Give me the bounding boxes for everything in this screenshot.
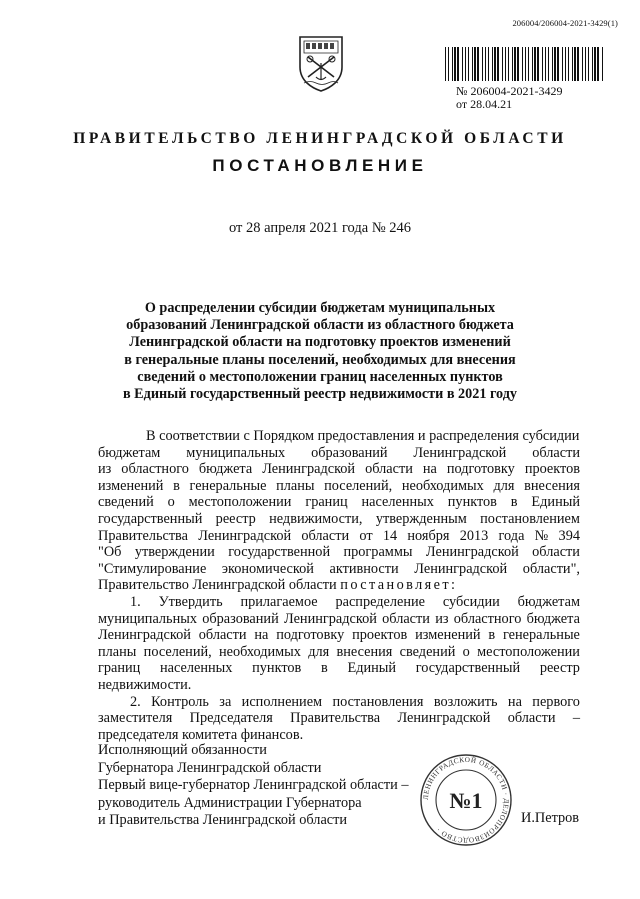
word: сведений: [399, 643, 456, 660]
word: муниципальных: [98, 610, 197, 627]
title-line: в Единый государственный реестр недвижимости в 2021 году: [122, 386, 518, 403]
word: области: [198, 627, 247, 644]
title-line: в генеральные планы поселений, необходимых для внесения: [124, 351, 516, 368]
document-type: ПОСТАНОВЛЕНИЕ: [212, 156, 428, 175]
body-line: [98, 445, 580, 462]
stamp-ring-text: ЛЕНИНГРАДСКОЙ ОБЛАСТИ · ДЕЛОПРОИЗВОДСТВО ·: [421, 755, 511, 845]
barcode-bar: [472, 47, 473, 81]
word: на: [507, 693, 522, 710]
word: для: [308, 643, 330, 660]
barcode-bar: [482, 47, 483, 81]
date-and-number: от 28 апреля 2021 года № 246: [228, 220, 412, 236]
word: изменений: [98, 477, 164, 494]
word: проектов: [524, 461, 580, 478]
word: планы: [276, 477, 315, 494]
word: планы: [98, 643, 137, 660]
word: местоположении: [188, 494, 292, 511]
word: постановлением: [480, 510, 580, 527]
word: программы: [343, 544, 413, 561]
word: области: [532, 444, 580, 461]
word: поселений,: [143, 643, 212, 660]
word: местоположении: [477, 643, 580, 660]
word: границ: [305, 494, 348, 511]
body-line: [98, 611, 580, 628]
signature-block: [98, 742, 409, 830]
word: Ленинградской: [98, 627, 191, 644]
word: "Стимулирование: [98, 560, 207, 577]
word: года: [498, 527, 525, 544]
word: Ленинградской: [283, 610, 377, 627]
word: генеральные: [189, 477, 267, 494]
word: бюджетам: [98, 444, 161, 461]
word: Утвердить: [158, 593, 223, 610]
body-line: [98, 594, 580, 611]
barcode-bar: [448, 47, 449, 81]
barcode-bar: [568, 47, 569, 81]
word: Ленинградской: [262, 461, 356, 478]
barcode-bar: [522, 47, 523, 81]
word: №: [534, 527, 549, 544]
document-body: [98, 428, 580, 743]
word: из: [98, 461, 112, 478]
barcode-bar: [582, 47, 583, 81]
government-name: ПРАВИТЕЛЬСТВО ЛЕНИНГРАДСКОЙ ОБЛАСТИ: [73, 130, 567, 147]
body-line: [98, 461, 580, 478]
body-line: [98, 544, 580, 561]
body-line: [98, 478, 580, 495]
barcode-bar: [477, 47, 479, 81]
barcode-bar: [508, 47, 509, 81]
word: экономической: [221, 560, 314, 577]
body-line: председателя комитета финансов.: [98, 726, 304, 743]
barcode-bar: [588, 47, 589, 81]
barcode-bar: [577, 47, 579, 81]
body-line: [98, 627, 580, 644]
word: Контроль: [151, 693, 209, 710]
word: активности: [329, 560, 399, 577]
body-line: [98, 494, 580, 511]
word: государственной: [228, 544, 331, 561]
word: из: [435, 610, 449, 627]
word: Ленинградской: [414, 560, 508, 577]
barcode: [445, 47, 605, 81]
word: на: [254, 627, 269, 644]
word: государственный: [415, 660, 521, 677]
word: населенных: [361, 494, 434, 511]
word: генеральные: [503, 627, 580, 644]
word: "Об: [98, 544, 122, 561]
body-line: [98, 710, 580, 727]
barcode-bar: [525, 47, 526, 81]
signatory-line: Исполняющий обязанности: [98, 742, 267, 758]
barcode-bar: [514, 47, 516, 81]
barcode-bar: [585, 47, 586, 81]
word: подготовку: [446, 461, 515, 478]
word: на: [422, 461, 437, 478]
signatory-line: и Правительства Ленинградской области: [98, 812, 348, 829]
word: заместителя: [98, 710, 173, 727]
barcode-bar: [502, 47, 503, 81]
barcode-bar: [602, 47, 603, 81]
barcode-bar: [492, 47, 493, 81]
word: бюджетам: [517, 593, 580, 610]
word: населенных: [160, 660, 233, 677]
body-line: [98, 511, 580, 528]
word: за: [219, 693, 232, 710]
barcode-bar: [532, 47, 533, 81]
document-title: [0, 300, 640, 403]
coat-of-arms-emblem: [296, 33, 346, 93]
word: области: [382, 610, 430, 627]
body-line: [98, 561, 580, 578]
barcode-bar: [534, 47, 536, 81]
title-line: образований Ленинградской области из областного бюджета: [126, 317, 514, 334]
word: в: [321, 660, 328, 677]
body-line: [98, 528, 580, 545]
body-line: [98, 577, 580, 594]
word: первого: [532, 693, 580, 710]
barcode-bar: [474, 47, 476, 81]
word: бюджета: [526, 610, 580, 627]
signatory-line: Губернатора Ленинградской области: [98, 759, 322, 776]
barcode-bar: [494, 47, 496, 81]
word: реестр: [539, 660, 580, 677]
word: Единый: [531, 494, 580, 511]
word: пунктов: [447, 494, 497, 511]
word: Правительства: [98, 527, 188, 544]
signatory-line: Первый вице-губернатор Ленинградской области –: [98, 777, 409, 794]
word: муниципальных: [186, 444, 286, 461]
body-line: [98, 694, 580, 711]
barcode-bar: [505, 47, 506, 81]
word: о: [462, 643, 470, 660]
word: образований: [202, 610, 279, 627]
word: подготовку: [276, 627, 345, 644]
barcode-bar: [462, 47, 463, 81]
body-line: В соответствии с Порядком предоставления и распределения субсидии: [146, 428, 580, 444]
title-line: О распределении субсидии бюджетам муниципальных: [144, 300, 496, 316]
word: Ленинградской: [425, 544, 519, 561]
barcode-bar: [512, 47, 513, 81]
barcode-bar: [565, 47, 566, 81]
word: бюджета: [198, 461, 253, 478]
signatory-line: руководитель Администрации Губернатора: [98, 794, 362, 811]
registration-date: от 28.04.21: [456, 97, 513, 111]
word: постановления: [332, 693, 424, 710]
word: проектов: [352, 627, 408, 644]
word: утвержденным: [375, 510, 467, 527]
barcode-bar: [485, 47, 486, 81]
barcode-bar: [517, 47, 519, 81]
word: утверждении: [134, 544, 215, 561]
word: пунктов: [252, 660, 302, 677]
word: Правительства: [290, 710, 381, 727]
barcode-bar: [445, 47, 446, 81]
word: внесения: [336, 643, 393, 660]
word: областного: [453, 610, 522, 627]
word: областного: [121, 461, 189, 478]
word: реестр: [215, 510, 256, 527]
registration-block: [456, 85, 562, 111]
word: –: [572, 710, 580, 727]
barcode-bar: [528, 47, 529, 81]
barcode-bar: [497, 47, 499, 81]
registration-number: № 206004-2021-3429: [456, 84, 563, 98]
barcode-bar: [465, 47, 466, 81]
word: 14: [382, 527, 398, 544]
barcode-bar: [468, 47, 469, 81]
word: в: [173, 477, 180, 494]
barcode-bar: [548, 47, 549, 81]
barcode-bar: [545, 47, 546, 81]
word: 394: [558, 527, 580, 544]
word: распределение: [335, 593, 426, 610]
barcode-bar: [452, 47, 453, 81]
document-reference: 206004/206004-2021-3429(1): [512, 18, 618, 28]
barcode-bar: [552, 47, 553, 81]
barcode-bar: [562, 47, 563, 81]
word: границ: [98, 660, 141, 677]
body-line: [98, 644, 580, 661]
word: Единый: [347, 660, 397, 677]
word: Ленинградской: [198, 527, 292, 544]
word: субсидии: [442, 593, 500, 610]
word: образований: [311, 444, 388, 461]
word: 1.: [130, 593, 141, 610]
body-line: [98, 660, 580, 677]
barcode-bar: [542, 47, 543, 81]
barcode-bar: [457, 47, 459, 81]
barcode-bar: [574, 47, 576, 81]
word: недвижимости,: [269, 510, 363, 527]
word: в: [510, 494, 518, 511]
word: необходимых: [401, 477, 484, 494]
stamp-number: №1: [449, 788, 483, 813]
barcode-bar: [594, 47, 596, 81]
word: государственный: [98, 510, 203, 527]
word: Ленинградской: [397, 710, 491, 727]
word: о: [167, 494, 175, 511]
barcode-bar: [557, 47, 559, 81]
barcode-bar: [554, 47, 556, 81]
word: прилагаемое: [240, 593, 318, 610]
word: исполнением: [241, 693, 323, 710]
word: области: [365, 461, 413, 478]
decree-word: постановляет:: [340, 577, 458, 594]
body-line-text: Правительство Ленинградской области: [98, 577, 337, 594]
word: изменений: [415, 627, 481, 644]
word: для: [493, 477, 515, 494]
word: ноября: [407, 527, 450, 544]
title-line: Ленинградской области на подготовку проектов изменений: [129, 334, 511, 351]
word: области: [301, 527, 350, 544]
barcode-bar: [572, 47, 573, 81]
word: 2013: [459, 527, 489, 544]
barcode-bar: [488, 47, 489, 81]
barcode-bar: [537, 47, 539, 81]
word: области",: [522, 560, 580, 577]
word: Ленинградской: [413, 444, 507, 461]
word: области: [532, 544, 580, 561]
word: поселений,: [324, 477, 393, 494]
word: сведений: [98, 494, 154, 511]
barcode-bar: [592, 47, 593, 81]
word: внесения: [524, 477, 580, 494]
word: возложить: [433, 693, 498, 710]
word: 2.: [130, 693, 141, 710]
signatory-name: И.Петров: [521, 810, 580, 826]
barcode-bar: [454, 47, 456, 81]
title-line: сведений о местоположении границ населенных пунктов: [137, 368, 503, 385]
word: в: [488, 627, 496, 644]
word: необходимых: [218, 643, 301, 660]
word: Председателя: [189, 710, 273, 727]
official-stamp: [418, 752, 514, 848]
barcode-bar: [597, 47, 599, 81]
body-line: недвижимости.: [98, 676, 192, 693]
word: области: [507, 710, 556, 727]
word: от: [359, 527, 373, 544]
